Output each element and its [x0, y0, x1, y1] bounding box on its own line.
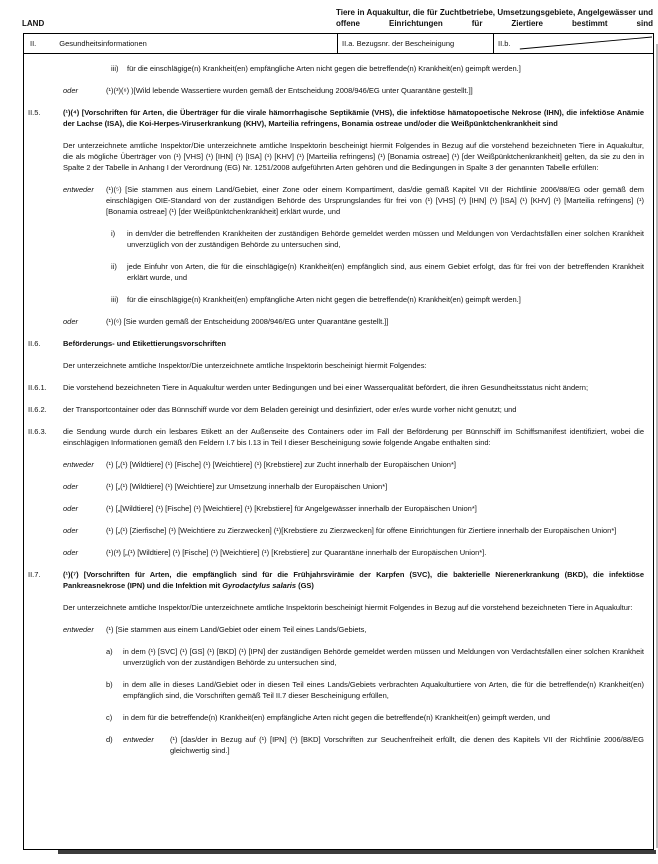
table-header-row	[24, 34, 653, 54]
section-title: (¹)(⁷) [Vorschriften für Arten, die empfänglich sind für die Frühjahrsvirämie der Karpfen (SVC), die bakterielle Nierenerkrankung (BKD), die infektiöse Pankreasnekrose (IPN) und die Infektion mit Gyrodactylus salaris (GS)	[63, 570, 644, 590]
list-marker: a)	[106, 647, 113, 656]
option-text: (¹) [„(¹) [Zierfische] (¹) [Weichtiere zu Zierzwecken] (¹)[Krebstiere zu Zierzwecken] für offene Einrichtungen für Ziertiere innerhalb der Europäischen Union*]	[106, 526, 617, 535]
section-ii7-entweder	[24, 624, 644, 635]
list-item-text: in dem/der die betreffenden Krankheiten der zuständigen Behörde gemeldet werden müssen und Meldungen von Verdachtsfällen einer solchen Krankheit unverzüglich von der zuständigen Behörde zu untersuchen sind,	[127, 229, 644, 249]
list-item-text: in dem (¹) [SVC] (¹) [GS] (¹) [BKD] (¹) [IPN] der zuständigen Behörde gemeldet werden müssen und Meldungen von Verdachtsfällen einer solchen Krankheit unverzüglich von der zuständigen Behörde zu untersuchen sind,	[123, 647, 644, 667]
section-ii6-3-option-1	[24, 459, 644, 470]
list-marker: iii)	[111, 64, 119, 73]
section-ii5-paragraph	[24, 140, 644, 173]
carryover-item-iii	[24, 63, 644, 74]
option-label: entweder	[63, 460, 94, 469]
option-text: (¹) [„[Wildtiere] (¹) [Fische] (¹) [Weichtiere] (¹) [Krebstiere] für Angelgewässer innerhalb der Europäischen Union*]	[106, 504, 477, 513]
list-marker: ii)	[111, 262, 117, 271]
paragraph: Der unterzeichnete amtliche Inspektor/Die unterzeichnete amtliche Inspektorin bescheinigt hiermit Folgendes:	[63, 361, 427, 370]
section-ii5-item-ii	[24, 261, 644, 283]
section-ii5-item-i	[24, 228, 644, 250]
section-ii7-item-d	[24, 734, 644, 756]
option-text: (¹)(⁵) [Sie stammen aus einem Land/Gebiet, einer Zone oder einem Kompartiment, das/die gemäß Kapitel VII der Richtlinie 2006/88/EG oder gemäß dem einschlägigen OIE-Standard von der zuständigen Behörde des Ursprungslandes für frei von (¹) [VHS] (¹) [IHN] (¹) [ISA] (¹) [KHV] (¹) [Marteilia refringens] (¹) [Bonamia ostreae] (¹) [der Weißpünktchenkrankheit] erklärt wurde, und	[106, 185, 644, 216]
section-ii5	[24, 107, 644, 129]
option-label: oder	[63, 482, 79, 491]
species-name-italic: Gyrodactylus salaris	[222, 581, 296, 590]
option-label: oder	[63, 504, 79, 513]
part-ii-title: Gesundheitsinformationen	[59, 39, 147, 48]
list-marker: iii)	[111, 295, 119, 304]
paragraph: Der unterzeichnete amtliche Inspektor/Die unterzeichnete amtliche Inspektorin bescheinigt hiermit Folgendes in Bezug auf die vorstehend bezeichneten Tiere in Aquakultur:	[63, 603, 633, 612]
list-item-text: für die einschlägige(n) Krankheit(en) empfängliche Arten nicht gegen die betreffende(n) Krankheit(en) geimpft werden.]	[127, 295, 521, 304]
section-ii6-3-option-2	[24, 481, 644, 492]
list-marker: d)	[106, 735, 113, 744]
section-number: II.5.	[28, 108, 41, 117]
page-scan-shadow	[58, 850, 656, 854]
paragraph: Die vorstehend bezeichneten Tiere in Aquakultur werden unter Bedingungen und bei einer Wasserqualität befördert, die ihren Gesundheitsstatus nicht ändern;	[63, 383, 589, 392]
option-text: (¹) [„(¹) [Wildtiere] (¹) [Fische] (¹) [Weichtiere] (¹) [Krebstiere] zur Zucht innerhalb der Europäischen Union*]	[106, 460, 456, 469]
header-cell-health-info	[24, 34, 337, 53]
option-label: oder	[63, 317, 79, 326]
section-ii5-item-iii	[24, 294, 644, 305]
list-item-text: in dem für die betreffende(n) Krankheit(en) empfängliche Arten nicht gegen die betreffende(n) Krankheit(en) geimpft werden, und	[123, 713, 551, 722]
section-ii7-item-b	[24, 679, 644, 701]
section-ii7-item-a	[24, 646, 644, 668]
section-ii6-3-option-4	[24, 525, 644, 536]
section-ii6-3-option-3	[24, 503, 644, 514]
section-ii6-3	[24, 426, 644, 448]
country-label: LAND	[22, 19, 45, 28]
section-ii5-oder	[24, 316, 644, 327]
section-ii7-item-c	[24, 712, 644, 723]
page-header	[0, 0, 658, 33]
list-item-text: jede Einfuhr von Arten, die für die einschlägige(n) Krankheit(en) empfänglich sind, aus einem Gebiet erfolgt, das für frei von der betreffenden Krankheit erklärt wurde, und	[127, 262, 644, 282]
option-text: (¹) [das/der in Bezug auf (¹) [IPN] (¹) [BKD] Vorschriften zur Seuchenfreiheit erfüllt, die denen des Kapitels VII der Richtlinie 2006/88/EG gleichwertig sind.]	[170, 735, 644, 755]
section-number: II.6.	[28, 339, 41, 348]
section-ii6-paragraph	[24, 360, 644, 371]
list-marker: b)	[106, 680, 113, 689]
diagonal-strike-line	[494, 34, 653, 53]
section-ii6-2	[24, 404, 644, 415]
section-ii6-1	[24, 382, 644, 393]
health-information-body	[24, 54, 653, 849]
list-marker: c)	[106, 713, 113, 722]
section-number: II.6.3.	[28, 427, 47, 436]
paragraph: Der unterzeichnete amtliche Inspektor/Die unterzeichnete amtliche Inspektorin bescheinigt hiermit Folgendes in Bezug auf die vorstehend bezeichneten Tiere in Aquakultur, die als mögliche Überträger von (¹) [VHS] (¹) [IHN] (¹) [ISA] (¹) [KHV] (¹) [Marteilia refringens] (¹) [Bonamia ostreae] (¹) [der Weißpünktchenkrankheit] gelten, da sie zu den in Spalte 2 der Tabelle in Anhang I der Verordnung (EG) Nr. 1251/2008 aufgeführten Arten gehören und die Bedingungen in Spalte 3 der genannten Tabelle erfüllen:	[63, 141, 644, 172]
section-ii5-entweder	[24, 184, 644, 217]
section-number: II.6.2.	[28, 405, 47, 414]
section-ii7	[24, 569, 644, 591]
option-text: (¹)(⁶) [Sie wurden gemäß der Entscheidung 2008/946/EG unter Quarantäne gestellt.]]	[106, 317, 389, 326]
option-text: (¹) [Sie stammen aus einem Land/Gebiet oder einem Teil eines Lands/Gebiets,	[106, 625, 367, 634]
option-text: (¹)(³)(⁶) )[Wild lebende Wassertiere wurden gemäß der Entscheidung 2008/946/EG unter Quarantäne gestellt.]]	[106, 86, 473, 95]
list-marker: i)	[111, 229, 116, 238]
part-ii-number: II.	[30, 39, 37, 48]
option-label: entweder	[63, 185, 94, 194]
header-cell-iib	[493, 34, 653, 53]
section-number: II.7.	[28, 570, 41, 579]
paragraph: der Transportcontainer oder das Bünnschiff wurde vor dem Beladen gereinigt und desinfiziert, oder er/es wurde vorher nicht genutzt; und	[63, 405, 517, 414]
section-number: II.6.1.	[28, 383, 47, 392]
section-ii6	[24, 338, 644, 349]
document-title: Tiere in Aquakultur, die für Zuchtbetriebe, Umsetzungsgebiete, Angelgewässer und offene Einrichtungen für Ziertiere bestimmt sind	[336, 8, 653, 28]
iib-label: II.b.	[498, 39, 511, 48]
option-label: oder	[63, 548, 79, 557]
section-title: (¹)(⁴) [Vorschriften für Arten, die Überträger für die virale hämorrhagische Septikämie (VHS), die infektiöse hämatopoetische Nekrose (IHN), die infektiöse Anämie der Lachse (ISA), die Koi-Herpes-Viruserkrankung (KHV), Marteilia refringens, Bonamia ostreae und/oder die Weißpünktchenkrankheit sind	[63, 108, 644, 128]
section-ii7-paragraph	[24, 602, 644, 613]
option-text: (¹) [„(¹) [Wildtiere] (¹) [Weichtiere] zur Umsetzung innerhalb der Europäischen Union*]	[106, 482, 388, 491]
option-label: entweder	[63, 625, 94, 634]
section-title: Beförderungs- und Etikettierungsvorschriften	[63, 339, 226, 348]
option-label: oder	[63, 86, 79, 95]
certificate-table	[23, 33, 654, 850]
option-label: oder	[63, 526, 79, 535]
list-item-text: für die einschlägige(n) Krankheit(en) empfängliche Arten nicht gegen die betreffende(n) Krankheit(en) geimpft werden.]	[127, 64, 521, 73]
option-text: (¹)(³) [„(¹) [Wildtiere] (¹) [Fische] (¹) [Weichtiere] (¹) [Krebstiere] zur Quarantäne innerhalb der Europäischen Union*].	[106, 548, 487, 557]
list-item-text: in dem alle in dieses Land/Gebiet oder in diesen Teil eines Lands/Gebiets verbrachten Aquakulturtiere von Arten, die für die betreffende(n) Krankheit(en) empfänglich sind, die Vorschriften gemäß Teil II.7 dieser Bescheinigung erfüllen,	[123, 680, 644, 700]
paragraph: die Sendung wurde durch ein lesbares Etikett an der Außenseite des Containers oder im Fall der Beförderung per Bünnschiff im Schiffsmanifest identifiziert, wobei die einschlägigen Informationen gemäß den Feldern I.7 bis I.13 in Teil I dieser Bescheinigung sowie folgende Angabe enthalten sind:	[63, 427, 644, 447]
header-cell-reference-number: II.a. Bezugsnr. der Bescheinigung	[337, 34, 493, 53]
carryover-oder	[24, 85, 644, 96]
option-label: entweder	[123, 735, 154, 744]
section-ii6-3-option-5	[24, 547, 644, 558]
